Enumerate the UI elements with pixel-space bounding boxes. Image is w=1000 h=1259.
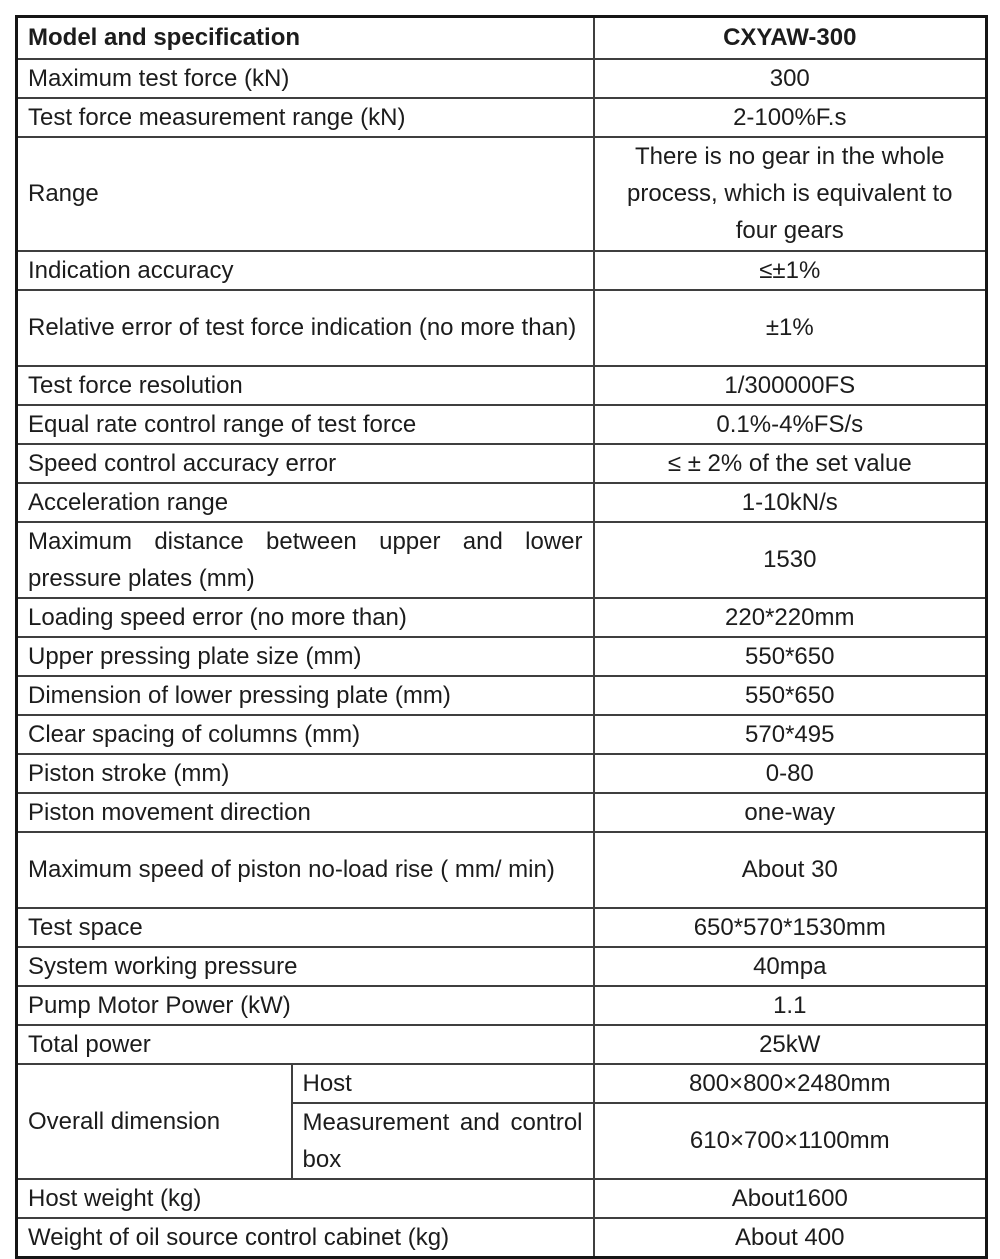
table-row (17, 754, 987, 793)
spec-label-cell: System working pressure (17, 947, 594, 986)
table-row (17, 366, 987, 405)
table-row (17, 483, 987, 522)
spec-value-cell: There is no gear in the whole process, which is equivalent to four gears (594, 137, 987, 251)
spec-label-cell: Relative error of test force indication (no more than) (17, 290, 594, 366)
spec-value-cell: 800×800×2480mm (594, 1064, 987, 1103)
spec-label-cell: Acceleration range (17, 483, 594, 522)
spec-value-cell: 610×700×1100mm (594, 1103, 987, 1179)
table-row (17, 908, 987, 947)
spec-label-cell: Range (17, 137, 594, 251)
table-row (17, 290, 987, 366)
table-row (17, 598, 987, 637)
spec-value-cell: About 400 (594, 1218, 987, 1258)
spec-label-cell: Piston stroke (mm) (17, 754, 594, 793)
header-value-cell: CXYAW-300 (594, 17, 987, 59)
spec-value-cell: 1.1 (594, 986, 987, 1025)
spec-value-cell: 1530 (594, 522, 987, 598)
table-row (17, 793, 987, 832)
table-row (17, 444, 987, 483)
spec-value-cell: one-way (594, 793, 987, 832)
table-row (17, 715, 987, 754)
table-row (17, 1025, 987, 1064)
table-row (17, 986, 987, 1025)
spec-value-cell: 220*220mm (594, 598, 987, 637)
spec-label-cell: Upper pressing plate size (mm) (17, 637, 594, 676)
table-row (17, 98, 987, 137)
spec-value-cell: 0-80 (594, 754, 987, 793)
table-row (17, 947, 987, 986)
table-row (17, 137, 987, 251)
table-row-overall-host (17, 1064, 987, 1103)
spec-label-cell-overall-dimension: Overall dimension (17, 1064, 292, 1179)
spec-value-cell: 40mpa (594, 947, 987, 986)
spec-value-cell: ≤ ± 2% of the set value (594, 444, 987, 483)
spec-label-cell: Host weight (kg) (17, 1179, 594, 1218)
table-row (17, 637, 987, 676)
spec-label-cell: Weight of oil source control cabinet (kg) (17, 1218, 594, 1258)
table-row (17, 1179, 987, 1218)
spec-value-cell: 650*570*1530mm (594, 908, 987, 947)
spec-value-cell: 25kW (594, 1025, 987, 1064)
spec-label-cell: Test force measurement range (kN) (17, 98, 594, 137)
spec-label-cell: Loading speed error (no more than) (17, 598, 594, 637)
spec-label-cell: Pump Motor Power (kW) (17, 986, 594, 1025)
spec-value-cell: 1-10kN/s (594, 483, 987, 522)
table-header-row (17, 17, 987, 59)
spec-label-cell: Test space (17, 908, 594, 947)
spec-value-cell: 570*495 (594, 715, 987, 754)
spec-sublabel-cell-host: Host (292, 1064, 594, 1103)
spec-label-cell: Maximum speed of piston no-load rise ( mm/ min) (17, 832, 594, 908)
spec-label-cell: Equal rate control range of test force (17, 405, 594, 444)
table-row (17, 1218, 987, 1258)
spec-label-cell: Piston movement direction (17, 793, 594, 832)
spec-label-cell: Test force resolution (17, 366, 594, 405)
spec-value-cell: 0.1%-4%FS/s (594, 405, 987, 444)
spec-label-cell: Indication accuracy (17, 251, 594, 290)
table-row (17, 522, 987, 598)
spec-label-cell: Maximum test force (kN) (17, 59, 594, 98)
spec-value-cell: About1600 (594, 1179, 987, 1218)
spec-label-cell: Clear spacing of columns (mm) (17, 715, 594, 754)
spec-value-cell: 2-100%F.s (594, 98, 987, 137)
table-row (17, 405, 987, 444)
table-row (17, 832, 987, 908)
spec-value-cell: 1/300000FS (594, 366, 987, 405)
spec-sublabel-cell-control-box: Measurement and control box (292, 1103, 594, 1179)
spec-value-cell: 300 (594, 59, 987, 98)
table-row (17, 676, 987, 715)
spec-table (15, 15, 988, 1259)
header-label-cell: Model and specification (17, 17, 594, 59)
table-row (17, 59, 987, 98)
spec-label-cell: Maximum distance between upper and lower pressure plates (mm) (17, 522, 594, 598)
spec-value-cell: 550*650 (594, 637, 987, 676)
spec-label-cell: Total power (17, 1025, 594, 1064)
spec-label-cell: Dimension of lower pressing plate (mm) (17, 676, 594, 715)
spec-value-cell: About 30 (594, 832, 987, 908)
spec-value-cell: 550*650 (594, 676, 987, 715)
spec-value-cell: ≤±1% (594, 251, 987, 290)
spec-label-cell: Speed control accuracy error (17, 444, 594, 483)
spec-value-cell: ±1% (594, 290, 987, 366)
table-row (17, 251, 987, 290)
